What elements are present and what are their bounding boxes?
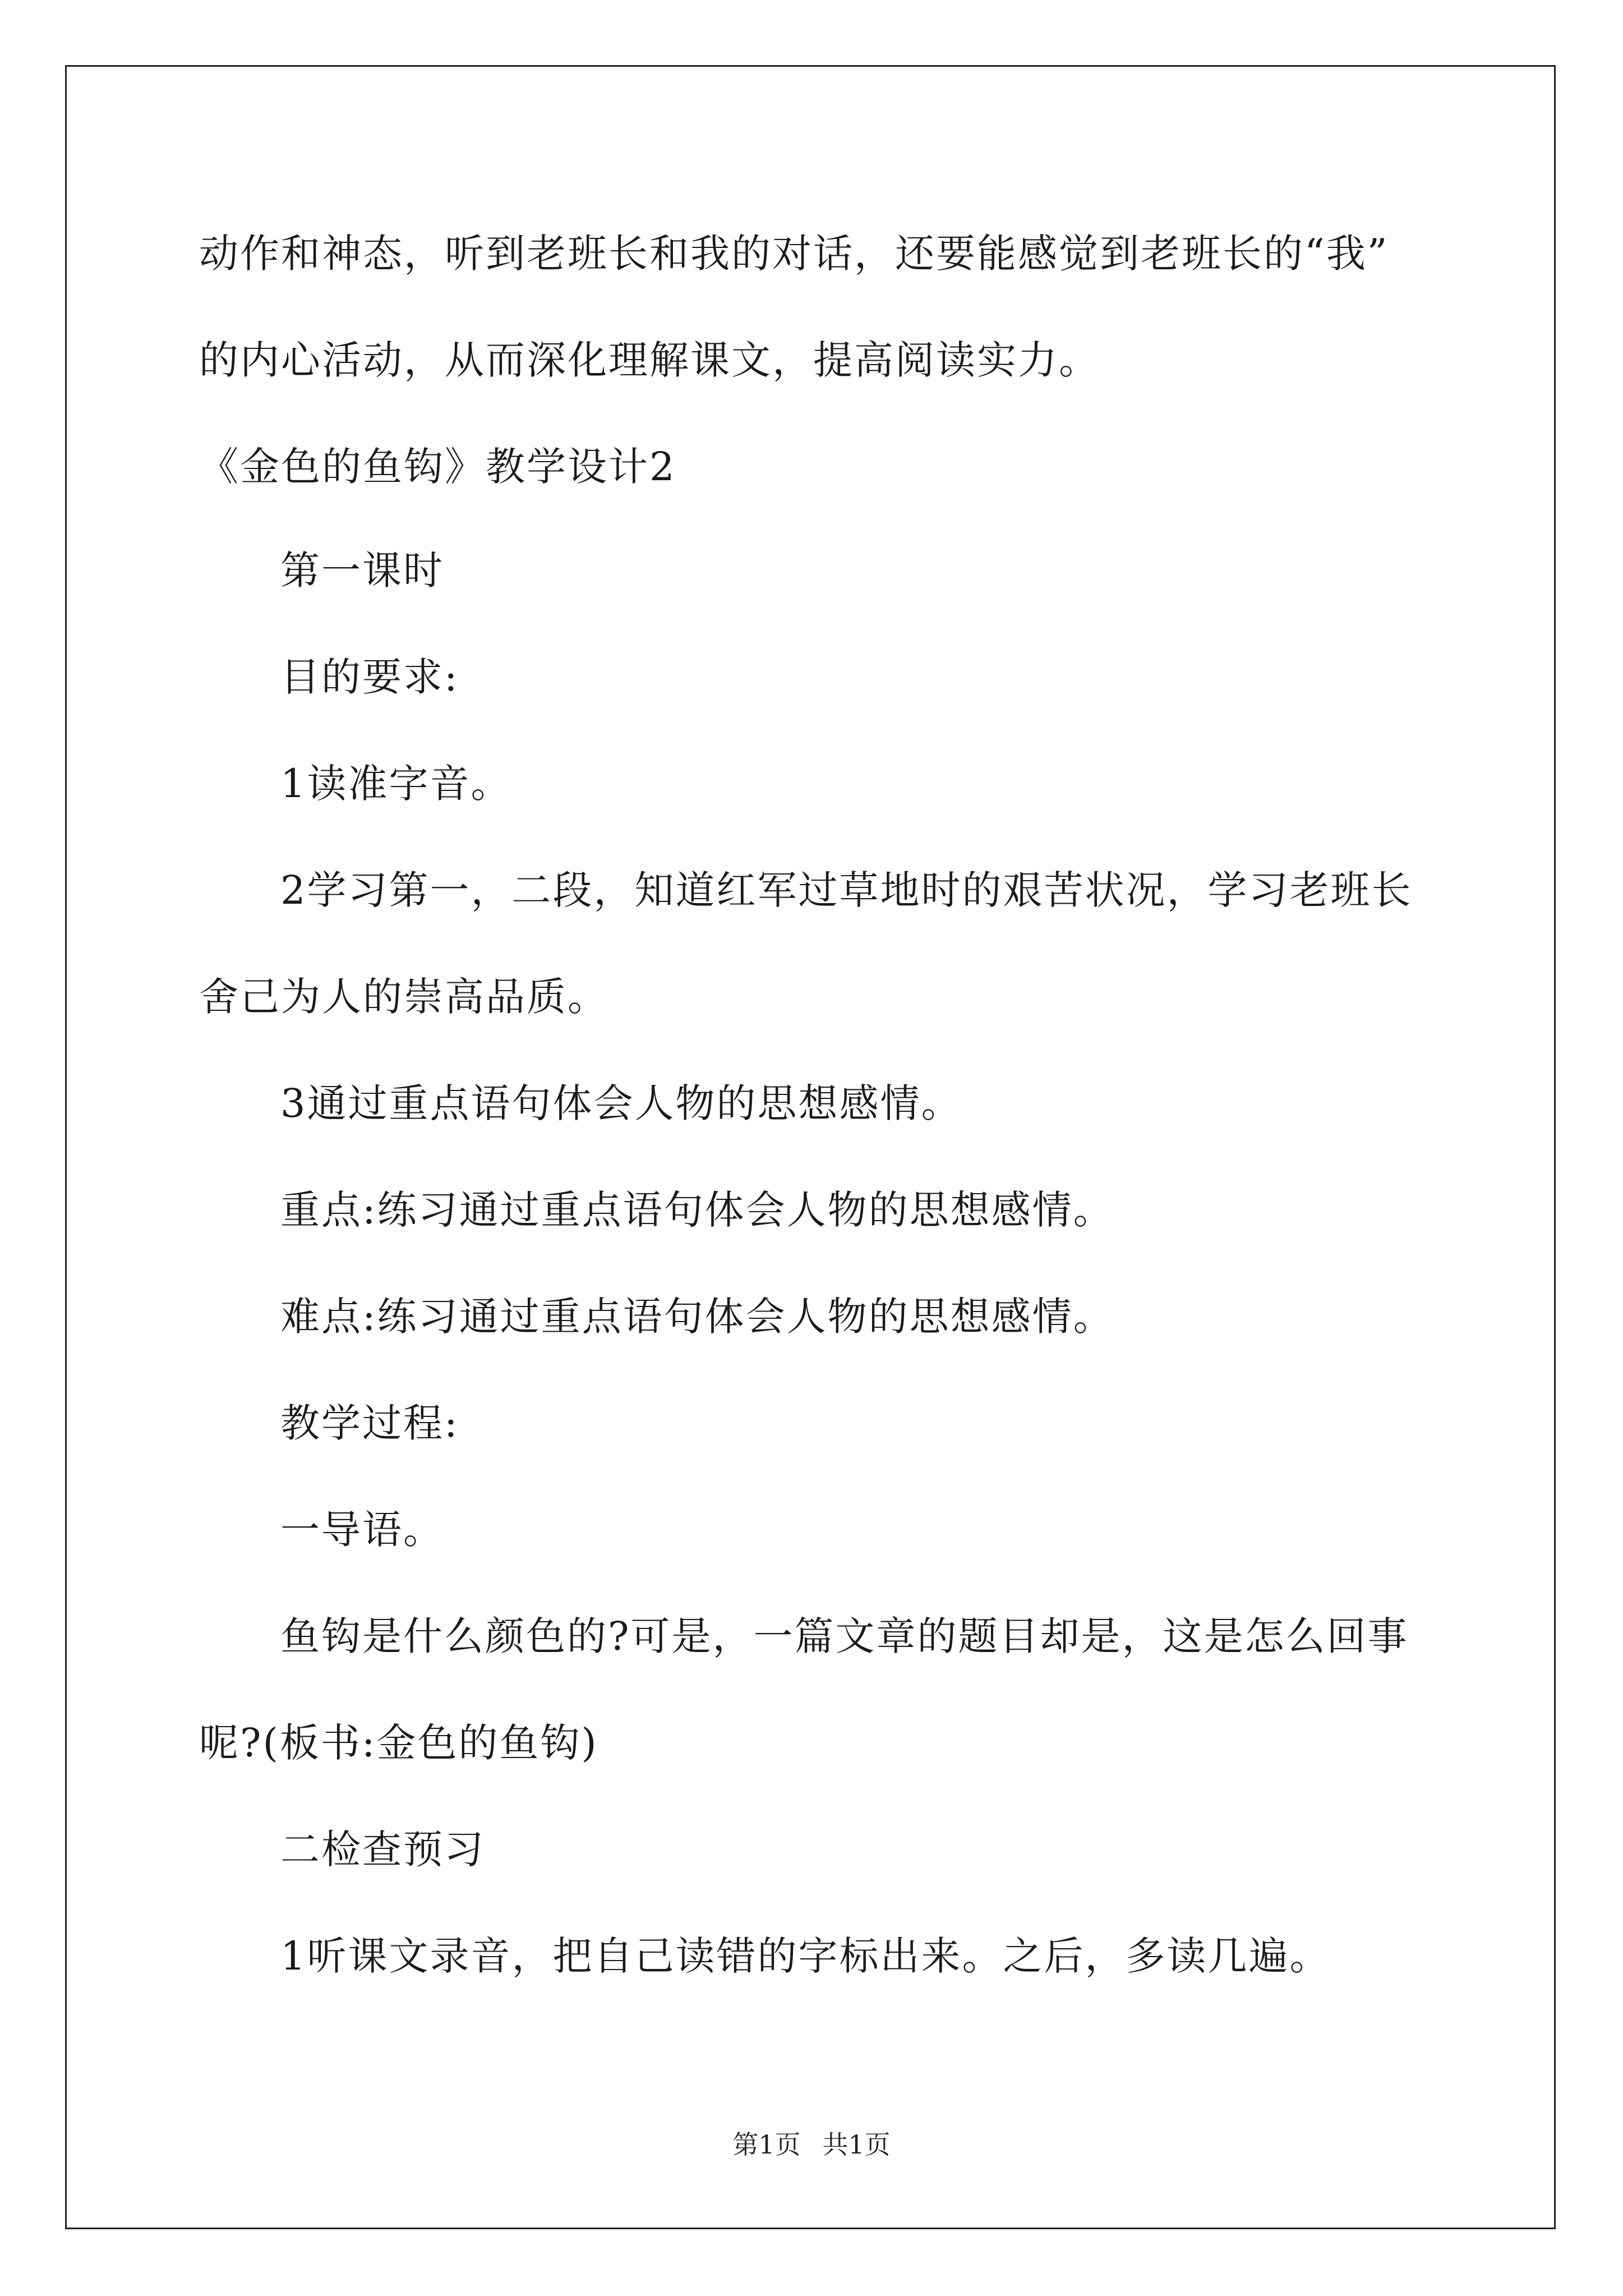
paragraph-line: 呢?(板书:金色的鱼钩) xyxy=(199,1720,598,1766)
paragraph-line: 目的要求: xyxy=(280,654,459,700)
paragraph-line: 教学过程: xyxy=(280,1400,459,1446)
page-footer xyxy=(0,2129,1623,2160)
page-total: 共1页 xyxy=(822,2129,891,2160)
list-item: 3通过重点语句体会人物的思想感情。 xyxy=(280,1080,962,1126)
list-item: 1听课文录音，把自己读错的字标出来。之后，多读几遍。 xyxy=(280,1933,1331,1979)
lesson-heading: 第一课时 xyxy=(280,547,444,593)
page-border xyxy=(65,65,1556,2229)
paragraph-line: 鱼钩是什么颜色的?可是，一篇文章的题目却是，这是怎么回事 xyxy=(280,1613,1409,1659)
paragraph-line: 二检查预习 xyxy=(280,1826,485,1872)
page-number: 第1页 xyxy=(732,2129,801,2160)
list-item: 1读准字音。 xyxy=(280,761,512,807)
paragraph-line: 一导语。 xyxy=(280,1507,444,1553)
paragraph-line: 的内心活动，从而深化理解课文，提高阅读实力。 xyxy=(199,337,1100,383)
paragraph-line: 动作和神态，听到老班长和我的对话，还要能感觉到老班长的“我” xyxy=(199,231,1389,277)
paragraph-line: 难点:练习通过重点语句体会人物的思想感情。 xyxy=(280,1294,1114,1340)
section-title: 《金色的鱼钩》教学设计2 xyxy=(199,444,676,490)
list-item: 2学习第一，二段，知道红军过草地时的艰苦状况，学习老班长 xyxy=(280,867,1413,913)
paragraph-line: 重点:练习通过重点语句体会人物的思想感情。 xyxy=(280,1187,1114,1233)
paragraph-line: 舍己为人的崇高品质。 xyxy=(199,974,608,1020)
